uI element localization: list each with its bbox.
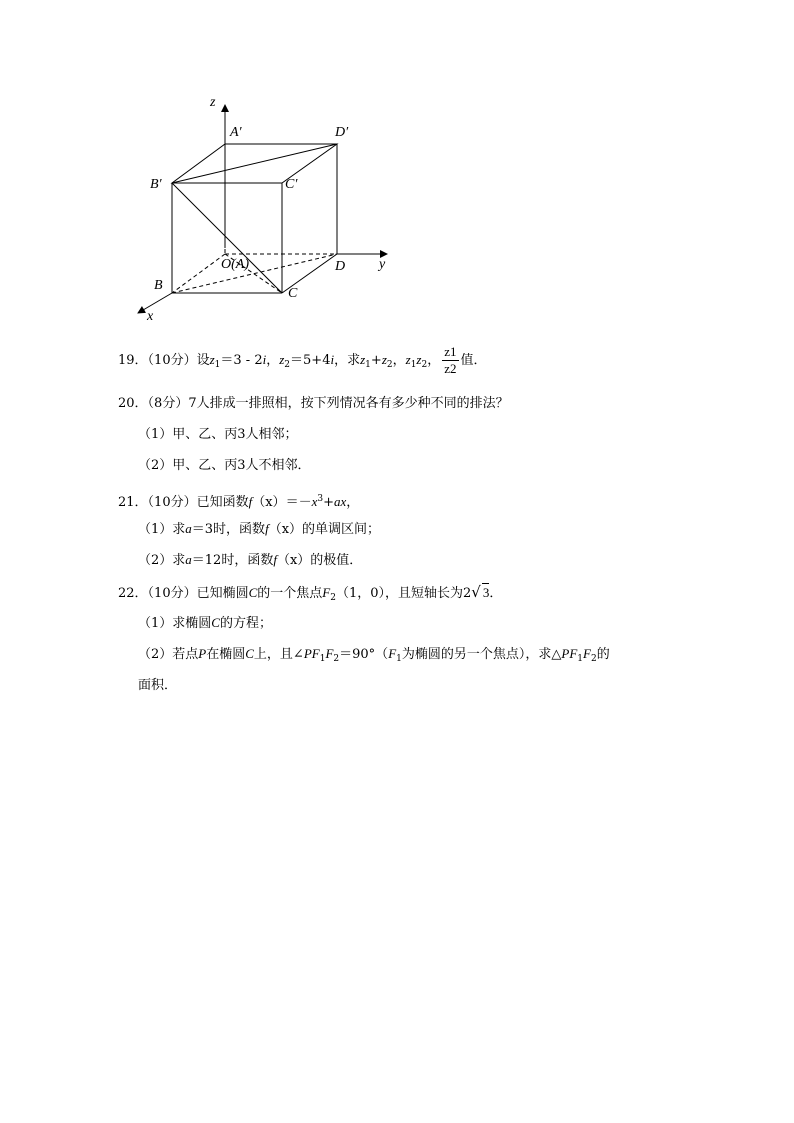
q21-eq: ＝－ (285, 495, 312, 510)
q22-two: 2 (463, 586, 472, 601)
question-21-part-1 (138, 520, 380, 539)
q19-sep2: ， (392, 353, 406, 368)
q19-fraction-num: z1 (444, 344, 457, 359)
label-y: y (379, 257, 386, 272)
q21-p1-c: （x）的单调区间； (268, 522, 381, 537)
q19-ask: ，求 (334, 353, 361, 368)
q19-fraction-den: z2 (444, 361, 457, 376)
q19-prod-b: z (416, 352, 422, 367)
q19-z1-sub: 1 (214, 360, 221, 370)
q21-p2-b: ＝12时，函数 (191, 553, 274, 568)
q22-F-sub: 2 (330, 593, 336, 603)
question-22-part-2-continued: 面积． (138, 678, 178, 693)
q22-p2-s4: 2 (590, 654, 597, 664)
diag-BpDp (172, 144, 337, 183)
x-axis (138, 293, 172, 313)
label-D: D (335, 259, 346, 274)
q19-eq1: ＝3 - 2 (220, 353, 263, 368)
q21-p1-a: （1）求 (138, 522, 186, 537)
q21-p1-f: f (265, 521, 269, 536)
q22-end: ． (489, 586, 503, 601)
q22-p2-b: 在椭圆 (206, 647, 246, 662)
q22-p2-s2: 2 (333, 654, 340, 664)
q22-b: （1，0），且短轴长为 (335, 586, 464, 601)
q21-p2-var: a (185, 552, 192, 567)
question-22-part-1 (138, 614, 272, 633)
question-22-part-2 (138, 645, 610, 668)
question-20-part-2: （2）甲、乙、丙3人不相邻． (138, 458, 311, 473)
q19-z1: z (209, 352, 215, 367)
q22-p2-e: 为椭圆的另一个焦点），求△ (401, 647, 562, 662)
q19-sep3: ， (427, 353, 441, 368)
q22-p2-PF: PF (303, 646, 320, 661)
q21-arg: （x） (252, 495, 286, 510)
cube-diagram (0, 0, 794, 340)
q21-ax: ax (334, 494, 347, 509)
q19-eq2: ＝5+4 (290, 353, 331, 368)
q21-number: 21．（10分）已知函数 (118, 495, 249, 510)
q22-F: F (322, 585, 331, 600)
label-A-prime: A′ (230, 125, 242, 140)
q19-end: 值． (460, 353, 487, 368)
label-C: C (288, 286, 298, 301)
q19-plus: + (370, 353, 382, 368)
q21-p2-f: f (273, 552, 277, 567)
q19-sep1: ， (266, 353, 280, 368)
q19-i1: i (262, 352, 267, 367)
q21-p2-c: （x）的极值． (276, 553, 363, 568)
q22-a: 的一个焦点 (257, 586, 323, 601)
q22-p2-F2: F (583, 646, 591, 661)
q21-p2-a: （2）求 (138, 553, 186, 568)
q22-p2-P: P (198, 646, 207, 661)
q22-p2-PF2: PF (561, 646, 578, 661)
label-x: x (147, 309, 154, 324)
q22-radical: √ (471, 583, 481, 601)
question-21 (118, 490, 359, 512)
question-20-part-1: （1）甲、乙、丙3人相邻； (138, 427, 298, 442)
q22-p2-a: （2）若点 (138, 647, 199, 662)
q21-p1-b: ＝3时，函数 (191, 522, 266, 537)
q22-p2-c: 上，且∠ (253, 647, 304, 662)
diag-BpC (172, 183, 282, 293)
q19-z2: z (279, 352, 285, 367)
q22-C: C (248, 585, 258, 600)
q19-fraction (442, 344, 458, 377)
q22-p2-f: 的 (596, 647, 610, 662)
question-20: 20．（8分）7人排成一排照相，按下列情况各有多少种不同的排法？ (118, 396, 509, 411)
label-z: z (210, 95, 216, 110)
q22-p2-F1: F (388, 646, 397, 661)
q21-x: x (311, 494, 318, 509)
q22-p1-b: 的方程； (219, 616, 272, 631)
q21-pow: 3 (317, 494, 324, 504)
label-B-prime: B′ (150, 177, 162, 192)
label-B: B (154, 278, 163, 293)
q19-i2: i (330, 352, 335, 367)
q21-p1-var: a (185, 521, 192, 536)
cube-figure (0, 0, 794, 340)
q19-prod-a: z (405, 352, 411, 367)
label-O: O(A) (221, 257, 249, 272)
question-19 (118, 344, 487, 377)
q19-number: 19．（10分）设 (118, 353, 210, 368)
q19-prod-b-sub: 2 (421, 360, 428, 370)
hidden-edge-AB (172, 254, 225, 293)
q22-p2-F1s: 1 (396, 654, 402, 664)
q22-p2-d: ＝90°（ (339, 647, 389, 662)
q22-p2-C: C (245, 646, 254, 661)
q19-prod-a-sub: 1 (410, 360, 417, 370)
q19-sum-b: z (381, 352, 387, 367)
q19-sum-a-sub: 1 (365, 360, 371, 370)
q19-sum-b-sub: 2 (386, 360, 393, 370)
label-D-prime: D′ (335, 125, 349, 140)
hidden-diag-BD (172, 254, 337, 293)
q19-z2-sub: 2 (284, 360, 291, 370)
q22-p2-s1: 1 (319, 654, 326, 664)
label-C-prime: C′ (285, 177, 298, 192)
q22-p2-F: F (325, 646, 334, 661)
q21-f: f (248, 494, 253, 509)
q22-three: 3 (482, 585, 490, 600)
q22-p2-s3: 1 (577, 654, 583, 664)
q19-sum-a: z (360, 352, 366, 367)
q22-p1-a: （1）求椭圆 (138, 616, 212, 631)
question-21-part-2 (138, 551, 362, 570)
question-22 (118, 583, 502, 607)
q22-p1-C: C (211, 615, 220, 630)
q21-end: ， (346, 495, 360, 510)
q21-plus: + (323, 495, 334, 510)
q22-number: 22．（10分）已知椭圆 (118, 586, 249, 601)
